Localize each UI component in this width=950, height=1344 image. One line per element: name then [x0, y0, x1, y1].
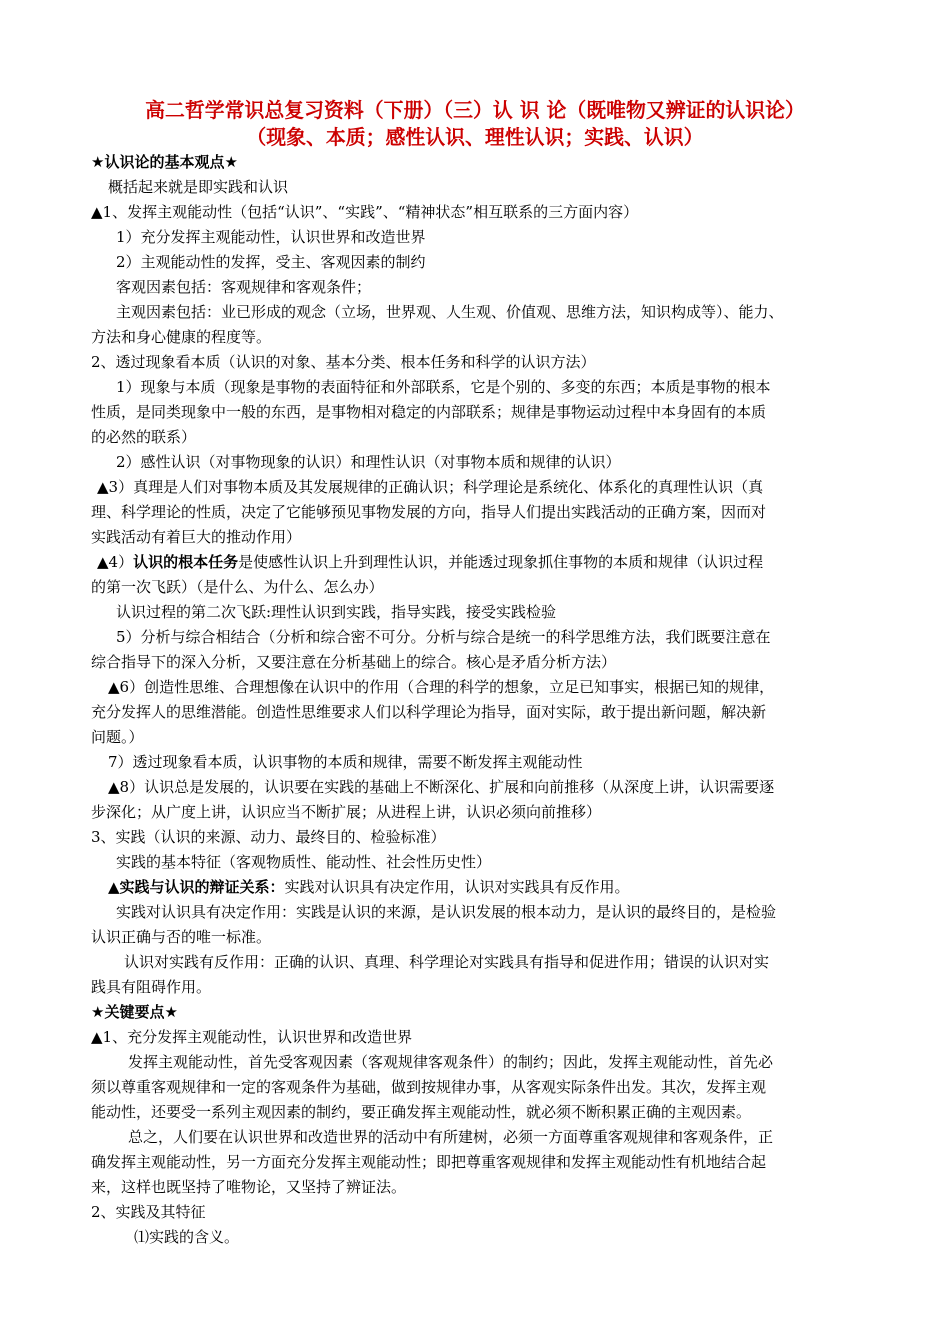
paragraph-line: 2、实践及其特征: [91, 1203, 206, 1221]
paragraph-line: 2）感性认识（对事物现象的认识）和理性认识（对事物本质和规律的认识）: [116, 453, 621, 471]
paragraph-line: ▲1、发挥主观能动性（包括“认识”、“实践”、“精神状态”相互联系的三方面内容）: [91, 203, 639, 221]
key-term: 认识的根本任务: [133, 553, 239, 571]
paragraph-line: 确发挥主观能动性，另一方面充分发挥主观能动性；即把尊重客观规律和发挥主观能动性有机地结合起: [91, 1153, 767, 1171]
paragraph-line: 的必然的联系）: [91, 428, 197, 446]
paragraph-line: 性质，是同类现象中一般的东西，是事物相对稳定的内部联系；规律是事物运动过程中本身固有的本质: [91, 403, 767, 421]
paragraph-line: 实践对认识具有决定作用：实践是认识的来源，是认识发展的根本动力，是认识的最终目的，是检验: [116, 903, 777, 921]
paragraph-line: 主观因素包括：业已形成的观念（立场，世界观、人生观、价值观、思维方法，知识构成等）、能力、: [116, 303, 784, 321]
paragraph-line: 2）主观能动性的发挥，受主、客观因素的制约: [116, 253, 426, 271]
paragraph-line: 7）透过现象看本质，认识事物的本质和规律，需要不断发挥主观能动性: [108, 753, 583, 771]
section-heading-key-points: ★关键要点★: [91, 1003, 178, 1021]
paragraph-line: 发挥主观能动性，首先受客观因素（客观规律客观条件）的制约；因此，发挥主观能动性，首先必: [128, 1053, 774, 1071]
paragraph-line: 1）充分发挥主观能动性，认识世界和改造世界: [116, 228, 426, 246]
paragraph-line: [97, 552, 763, 572]
paragraph-line: 方法和身心健康的程度等。: [91, 328, 272, 346]
document-title-line-1: 高二哲学常识总复习资料（下册）（三）认 识 论（既唯物又辨证的认识论）: [145, 99, 805, 122]
paragraph-line: 5）分析与综合相结合（分析和综合密不可分。分析与综合是统一的科学思维方法，我们既要注意在: [116, 628, 771, 646]
document-title-line-2: （现象、本质；感性认识、理性认识；实践、认识）: [246, 126, 704, 149]
triangle-marker: ▲4）: [97, 553, 134, 571]
paragraph-line: 实践活动有着巨大的推动作用）: [91, 528, 302, 546]
paragraph-line: 综合指导下的深入分析，又要注意在分析基础上的综合。核心是矛盾分析方法）: [91, 653, 617, 671]
paragraph-line: 步深化；从广度上讲，认识应当不断扩展；从进程上讲，认识必须向前推移）: [91, 803, 602, 821]
paragraph-line: 实践的基本特征（客观物质性、能动性、社会性历史性）: [116, 853, 492, 871]
paragraph-line: ▲3）真理是人们对事物本质及其发展规律的正确认识；科学理论是系统化、体系化的真理性认识（真: [97, 478, 764, 496]
paragraph-line: 践具有阻碍作用。: [91, 978, 212, 996]
paragraph-line: 认识正确与否的唯一标准。: [91, 928, 272, 946]
paragraph-line: 1）现象与本质（现象是事物的表面特征和外部联系，它是个别的、多变的东西；本质是事物的根本: [116, 378, 771, 396]
paragraph-line: 问题。）: [91, 728, 144, 746]
paragraph-line: 认识过程的第二次飞跃:理性认识到实践，指导实践，接受实践检验: [116, 603, 557, 621]
paragraph-line: 的第一次飞跃）（是什么、为什么、怎么办）: [91, 578, 384, 596]
paragraph-line: 来，这样也既坚持了唯物论，又坚持了辨证法。: [91, 1178, 407, 1196]
paragraph-line: 理、科学理论的性质，决定了它能够预见事物发展的方向，指导人们提出实践活动的正确方案，因而对: [91, 503, 767, 521]
paragraph-line: 须以尊重客观规律和一定的客观条件为基础，做到按规律办事，从客观实际条件出发。其次，发挥主观: [91, 1078, 767, 1096]
paragraph-line: 认识对实践有反作用：正确的认识、真理、科学理论对实践具有指导和促进作用；错误的认识对实: [124, 953, 770, 971]
paragraph-text: 是使感性认识上升到理性认识，并能透过现象抓住事物的本质和规律（认识过程: [238, 553, 764, 571]
paragraph-line: 总之，人们要在认识世界和改造世界的活动中有所建树，必须一方面尊重客观规律和客观条件，正: [128, 1128, 774, 1146]
paragraph-line: 概括起来就是即实践和认识: [108, 178, 289, 196]
paragraph-line: 充分发挥人的思维潜能。创造性思维要求人们以科学理论为指导，面对实际，敢于提出新问题，解决新: [91, 703, 767, 721]
paragraph-line: [108, 877, 630, 897]
paragraph-line: ⑴实践的含义。: [134, 1228, 240, 1246]
paragraph-line: 2、透过现象看本质（认识的对象、基本分类、根本任务和科学的认识方法）: [91, 353, 596, 371]
paragraph-line: ▲8）认识总是发展的，认识要在实践的基础上不断深化、扩展和向前推移（从深度上讲，认识需要逐: [108, 778, 775, 796]
paragraph-line: ▲1、充分发挥主观能动性，认识世界和改造世界: [91, 1028, 413, 1046]
paragraph-line: 3、实践（认识的来源、动力、最终目的、检验标准）: [91, 828, 446, 846]
section-heading-basic-views: ★认识论的基本观点★: [91, 153, 238, 171]
key-term: ▲实践与认识的辩证关系：: [108, 878, 285, 896]
paragraph-line: ▲6）创造性思维、合理想像在认识中的作用（合理的科学的想象，立足已知事实，根据已知的规律，: [108, 678, 775, 696]
paragraph-text: 实践对认识具有决定作用，认识对实践具有反作用。: [284, 878, 630, 896]
paragraph-line: 能动性，还要受一系列主观因素的制约，要正确发挥主观能动性，就必须不断积累正确的主观因素。: [91, 1103, 752, 1121]
paragraph-line: 客观因素包括：客观规律和客观条件；: [116, 278, 372, 296]
